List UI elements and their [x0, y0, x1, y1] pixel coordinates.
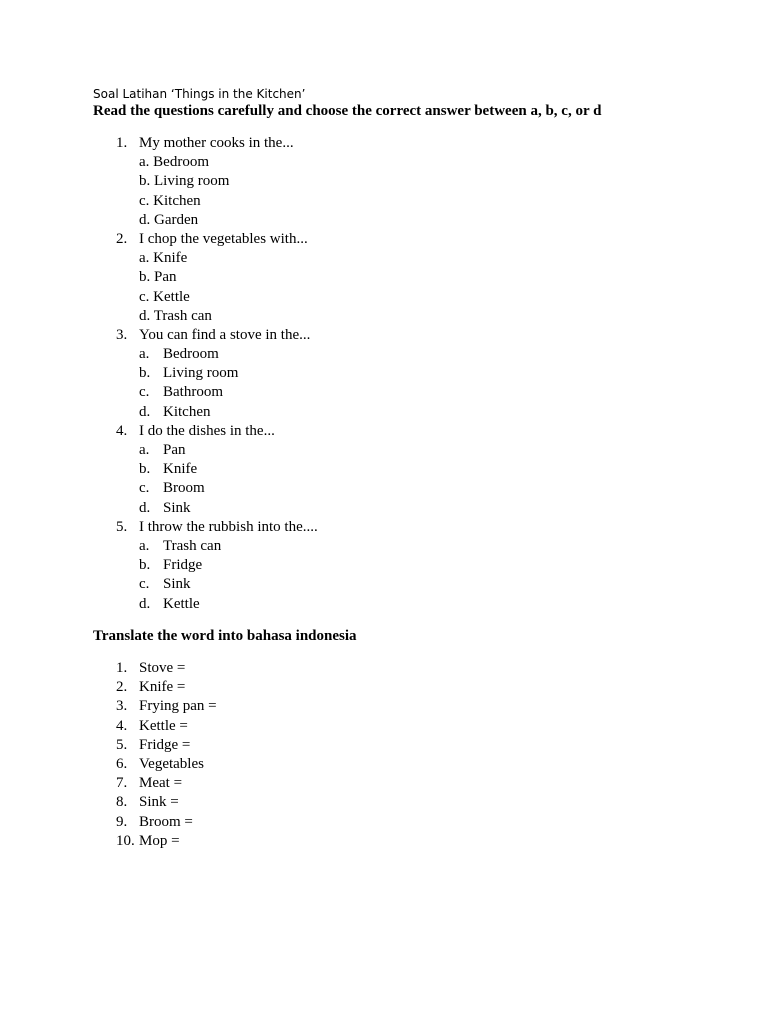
translate-item [0, 697, 768, 716]
translate-number: 2. [116, 679, 128, 696]
option-item [0, 537, 768, 556]
translate-list [0, 659, 768, 851]
option-text: Knife [163, 461, 198, 478]
option-letter: c. [139, 384, 150, 401]
option-item [0, 479, 768, 498]
questions-list [0, 134, 768, 614]
option-item [0, 172, 768, 191]
option-item [0, 556, 768, 575]
translate-number: 7. [116, 775, 128, 792]
option-item [0, 288, 768, 307]
question-item [0, 230, 768, 249]
translate-item [0, 774, 768, 793]
translate-word: Mop = [139, 832, 180, 849]
question-number: 5. [116, 518, 128, 535]
option-text: Pan [163, 442, 186, 458]
option-letter: c. [139, 576, 150, 593]
option-text: Bedroom [163, 346, 219, 363]
translate-number: 4. [116, 717, 128, 734]
option-text: c. Kettle [139, 288, 190, 305]
option-text: d. Garden [139, 211, 199, 228]
option-text: Kitchen [163, 403, 211, 420]
option-letter: d. [139, 403, 151, 420]
instruction-heading: Read the questions carefully and choose the correct answer between a, b, c, or d [93, 103, 602, 119]
option-item [0, 595, 768, 614]
translate-number: 9. [116, 813, 128, 830]
option-letter: a. [139, 537, 150, 554]
question-number: 3. [116, 326, 128, 343]
option-text: Sink [163, 499, 191, 516]
option-text: b. Living room [139, 173, 230, 190]
option-text: a. Knife [139, 250, 188, 267]
option-item [0, 192, 768, 211]
translate-number: 1. [116, 660, 128, 676]
option-letter: b. [139, 461, 151, 478]
option-text: c. Kitchen [139, 192, 201, 209]
question-text: I do the dishes in the... [139, 422, 275, 439]
option-text: Kettle [163, 595, 200, 612]
translate-word: Meat = [139, 775, 183, 792]
option-item [0, 211, 768, 230]
option-item [0, 153, 768, 172]
option-text: Broom [163, 480, 205, 497]
translate-word: Sink = [139, 794, 179, 811]
question-text: My mother cooks in the... [139, 135, 294, 151]
question-number: 4. [116, 422, 128, 439]
question-text: I throw the rubbish into the.... [139, 518, 318, 535]
translate-number: 3. [116, 698, 128, 715]
translate-number: 8. [116, 794, 128, 811]
option-item [0, 307, 768, 326]
translate-number: 5. [116, 736, 128, 753]
translate-word: Frying pan = [139, 698, 217, 715]
translate-word: Broom = [139, 813, 193, 830]
translate-item [0, 813, 768, 832]
question-text: I chop the vegetables with... [139, 230, 308, 247]
question-item [0, 134, 768, 153]
translate-item [0, 755, 768, 774]
question-number: 2. [116, 230, 128, 247]
option-item [0, 383, 768, 402]
option-text: Living room [163, 365, 239, 382]
translate-item [0, 678, 768, 697]
option-item [0, 575, 768, 594]
translate-word: Fridge = [139, 736, 191, 753]
translate-word: Vegetables [139, 755, 204, 772]
question-number: 1. [116, 135, 128, 151]
translate-word: Stove = [139, 660, 186, 676]
option-text: a. Bedroom [139, 154, 209, 171]
option-text: Fridge [163, 557, 203, 574]
translate-number: 6. [116, 755, 128, 772]
question-item [0, 326, 768, 345]
question-text: You can find a stove in the... [139, 326, 311, 343]
option-letter: b. [139, 557, 151, 574]
option-letter: b. [139, 365, 151, 382]
translate-number: 10. [116, 832, 135, 849]
translate-item [0, 793, 768, 812]
option-item [0, 460, 768, 479]
option-item [0, 499, 768, 518]
option-letter: d. [139, 499, 151, 516]
option-letter: a. [139, 346, 150, 363]
translate-word: Kettle = [139, 717, 188, 734]
translate-item [0, 717, 768, 736]
option-item [0, 441, 768, 460]
option-text: Sink [163, 576, 191, 593]
option-letter: d. [139, 595, 151, 612]
option-text: d. Trash can [139, 307, 212, 324]
translate-item [0, 832, 768, 851]
question-item [0, 518, 768, 537]
translate-heading: Translate the word into bahasa indonesia [93, 628, 357, 644]
option-text: b. Pan [139, 269, 177, 286]
option-item [0, 249, 768, 268]
option-item [0, 268, 768, 287]
question-item [0, 422, 768, 441]
translate-item [0, 659, 768, 678]
translate-item [0, 736, 768, 755]
option-text: Bathroom [163, 384, 223, 401]
translate-word: Knife = [139, 679, 186, 696]
option-text: Trash can [163, 537, 222, 554]
option-item [0, 364, 768, 383]
option-item [0, 403, 768, 422]
document-title: Soal Latihan ‘Things in the Kitchen’ [93, 87, 306, 101]
option-letter: a. [139, 442, 150, 458]
option-item [0, 345, 768, 364]
option-letter: c. [139, 480, 150, 497]
